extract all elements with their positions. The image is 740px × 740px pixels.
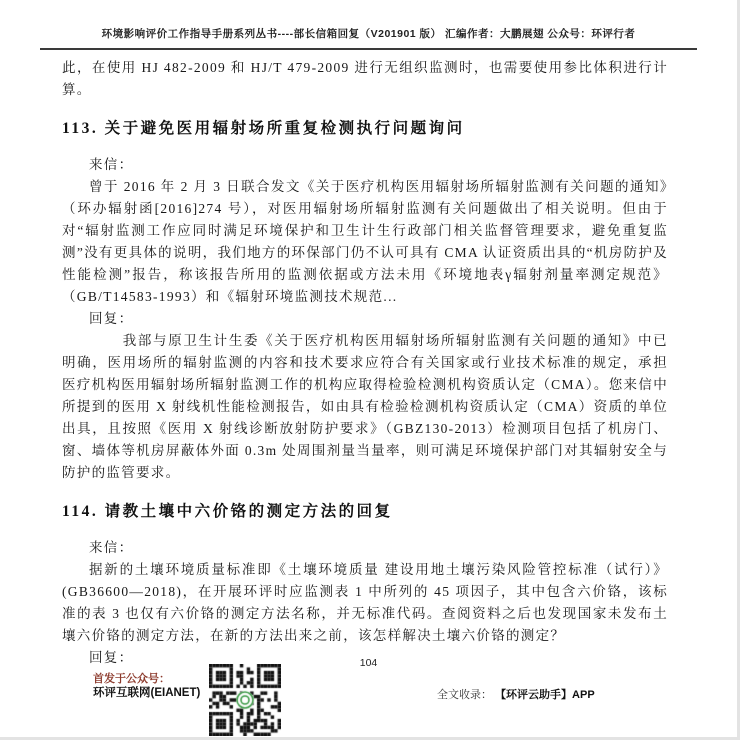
footer-app-note — [437, 686, 595, 702]
section-113-letter-label: 来信： — [89, 157, 134, 172]
section-114-letter-label: 来信： — [89, 540, 134, 555]
footer-publisher-caption: 首发于公众号： — [93, 673, 170, 685]
footer-publisher-name: 环评互联网(EIANET) — [93, 686, 201, 699]
footer-app-prefix: 全文收录： — [437, 689, 492, 701]
qr-code-icon — [209, 664, 281, 736]
document-header: 环境影响评价工作指导手册系列丛书----部长信箱回复（V201901 版） 汇编作者：大鹏展翅 公众号：环评行者 — [40, 26, 697, 50]
page-number: 104 — [359, 657, 378, 669]
footer-app-name: 【环评云助手】APP — [495, 689, 595, 701]
qr-code-canvas — [209, 664, 281, 736]
paragraph-continuation: 此，在使用 HJ 482-2009 和 HJ/T 479-2009 进行无组织监测时，也需要使用参比体积进行计算。 — [62, 60, 668, 97]
section-113-letter-text: 曾于 2016 年 2 月 3 日联合发文《关于医疗机构医用辐射场所辐射监测有关问题的通知》（环办辐射函[2016]274 号），对医用辐射场所辐射监测有关问题做出了相关说明。但由于对“辐射监测工作应同时满足环境保护和卫生计生行政部门相关监督管理要求，避免重复监测”没有更具体的说明，我们地方的环保部门仍不认可具有 CMA 认证资质出具的“机房防护及性能检测”报告，称该报告所用的监测依据或方法未用《环境地表γ辐射剂量率测定规范》（GB/T14583-1993）和《辐射环境监测技术规范... — [62, 179, 668, 304]
footer-publisher — [93, 673, 200, 700]
section-114-reply-label: 回复： — [89, 650, 134, 665]
section-113-heading: 113. 关于避免医用辐射场所重复检测执行问题询问 — [62, 120, 465, 137]
section-113-reply-text: 我部与原卫生计生委《关于医疗机构医用辐射场所辐射监测有关问题的通知》中已明确，医用场所的辐射监测的内容和技术要求应符合有关国家或行业技术标准的规定，承担医疗机构医用辐射场所辐射监测工作的机构应取得检验检测机构资质认定（CMA）。您来信中所提到的医用 X 射线机性能检测报告，如由具有检验检测机构资质认定（CMA）资质的单位出具，且按照《医用 X 射线诊断放射防护要求》（GBZ130-2013）检测项目包括了机房门、窗、墙体等机房屏蔽体外面 0.3m 处周围剂量当量率，则可满足环境保护部门对其辐射安全与防护的监管要求。 — [62, 333, 668, 480]
section-114-heading: 114. 请教土壤中六价铬的测定方法的回复 — [62, 503, 393, 520]
section-113-reply-label: 回复： — [89, 311, 134, 326]
document-body — [62, 57, 668, 669]
section-114-letter-text: 据新的土壤环境质量标准即《土壤环境质量 建设用地土壤污染风险管控标准（试行）》(GB36600—2018)，在开展环评时应监测表 1 中所列的 45 项因子，其中包含六价铬，该标准的表 3 也仅有六价铬的测定方法名称，并无标准代码。查阅资料之后也发现国家未发布土壤六价铬的测定方法，在新的方法出来之前，该怎样解决土壤六价铬的测定？ — [62, 562, 668, 643]
